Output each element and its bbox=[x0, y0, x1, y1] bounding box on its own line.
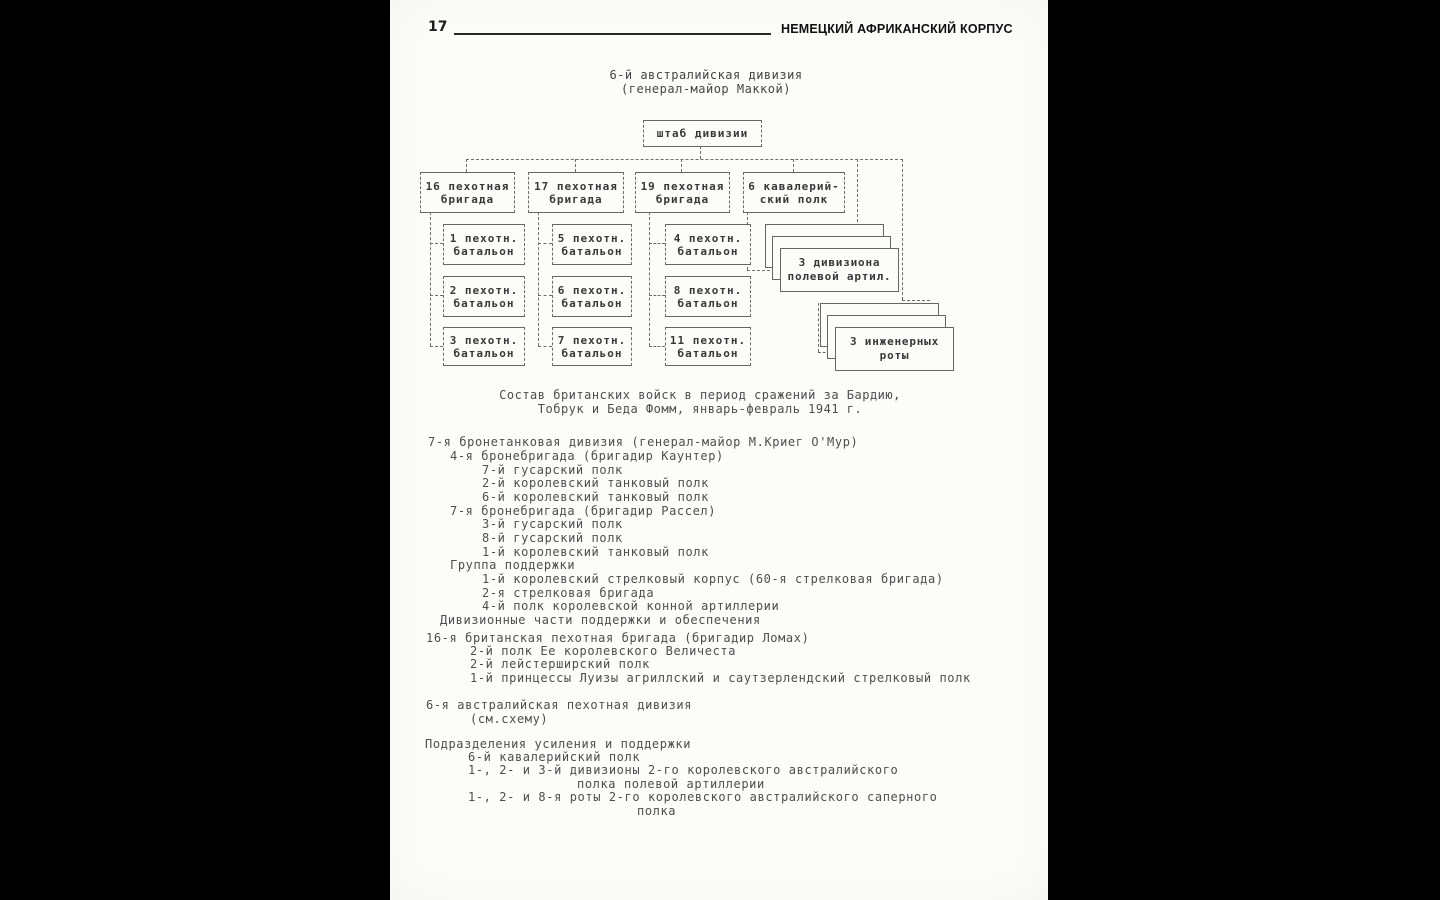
caption-line1: Состав британских войск в период сражений за Бардию, bbox=[499, 388, 901, 402]
roster-line: полка полевой артиллерии bbox=[577, 777, 765, 791]
org-box-field-artillery: 3 дивизиона полевой артил. bbox=[780, 248, 899, 292]
connector-line bbox=[649, 346, 665, 347]
org-box-battalion: 4 пехотн. батальон bbox=[665, 224, 751, 265]
org-box-cavalry-regiment: 6 кавалерий- ский полк bbox=[743, 172, 845, 213]
connector-line bbox=[430, 212, 431, 346]
org-box-brigade-16: 16 пехотная бригада bbox=[420, 172, 515, 213]
connector-line bbox=[649, 212, 650, 346]
org-box-brigade-17: 17 пехотная бригада bbox=[528, 172, 624, 213]
page-number: 17 bbox=[428, 19, 448, 35]
org-box-battalion: 3 пехотн. батальон bbox=[443, 327, 525, 366]
roster-line: 3-й гусарский полк bbox=[482, 517, 623, 531]
book-page bbox=[390, 0, 1048, 900]
connector-line bbox=[902, 159, 903, 300]
roster-line: 4-я бронебригада (бригадир Каунтер) bbox=[450, 449, 724, 463]
roster-line: 2-й лейстерширский полк bbox=[470, 657, 650, 671]
org-box-engineer-companies: 3 инженерных роты bbox=[835, 327, 954, 371]
roster-line: Подразделения усиления и поддержки bbox=[425, 737, 692, 751]
connector-line bbox=[538, 346, 552, 347]
connector-line bbox=[538, 295, 552, 296]
connector-line bbox=[538, 212, 539, 346]
roster-line: 2-й королевский танковый полк bbox=[482, 476, 709, 490]
roster-line: 7-й гусарский полк bbox=[482, 463, 623, 477]
roster-line: 4-й полк королевской конной артиллерии bbox=[482, 599, 780, 613]
org-box-battalion: 11 пехотн. батальон bbox=[665, 327, 751, 366]
connector-line bbox=[902, 300, 930, 301]
roster-line: 7-я бронетанковая дивизия (генерал-майор М.Криег О'Мур) bbox=[428, 435, 859, 449]
roster-line: Группа поддержки bbox=[450, 558, 576, 572]
connector-line bbox=[466, 159, 903, 160]
org-box-battalion: 7 пехотн. батальон bbox=[552, 327, 632, 366]
connector-line bbox=[818, 303, 819, 352]
connector-line bbox=[649, 243, 665, 244]
org-box-battalion: 5 пехотн. батальон bbox=[552, 224, 632, 265]
org-box-battalion: 6 пехотн. батальон bbox=[552, 276, 632, 317]
connector-line bbox=[430, 243, 443, 244]
roster-line: (см.схему) bbox=[470, 712, 549, 726]
roster-line: 6-й кавалерийский полк bbox=[468, 750, 641, 764]
running-title: НЕМЕЦКИЙ АФРИКАНСКИЙ КОРПУС bbox=[781, 22, 1013, 36]
connector-line bbox=[681, 159, 682, 172]
connector-line bbox=[430, 346, 443, 347]
roster-line: 1-, 2- и 3-й дивизионы 2-го королевского австралийского bbox=[468, 763, 899, 777]
connector-line bbox=[538, 243, 552, 244]
caption-line2: Тобрук и Беда Фомм, январь-февраль 1941 г. bbox=[537, 402, 863, 416]
roster-line: 1-й принцессы Луизы агриллский и саутзерлендский стрелковый полк bbox=[470, 671, 971, 685]
roster-line: полка bbox=[637, 804, 677, 818]
roster-line: 1-, 2- и 8-я роты 2-го королевского австралийского саперного bbox=[468, 790, 938, 804]
roster-line: 7-я бронебригада (бригадир Рассел) bbox=[450, 504, 717, 518]
roster-line: 1-й королевский танковый полк bbox=[482, 545, 709, 559]
org-box-brigade-19: 19 пехотная бригада bbox=[635, 172, 730, 213]
roster-line: 6-я австралийская пехотная дивизия bbox=[426, 698, 693, 712]
header-rule bbox=[454, 33, 771, 35]
roster-line: 6-й королевский танковый полк bbox=[482, 490, 709, 504]
roster-line: 1-й королевский стрелковый корпус (60-я стрелковая бригада) bbox=[482, 572, 944, 586]
connector-line bbox=[649, 295, 665, 296]
org-box-battalion: 8 пехотн. батальон bbox=[665, 276, 751, 317]
chart-title-line1: 6-й австралийская дивизия bbox=[609, 68, 803, 82]
connector-line bbox=[575, 159, 576, 172]
connector-line bbox=[700, 146, 701, 159]
connector-line bbox=[793, 159, 794, 172]
roster-line: 2-й полк Ее королевского Величеста bbox=[470, 644, 737, 658]
org-box-division-hq: штаб дивизии bbox=[643, 120, 762, 147]
org-box-battalion: 2 пехотн. батальон bbox=[443, 276, 525, 317]
roster-line: 2-я стрелковая бригада bbox=[482, 586, 655, 600]
connector-line bbox=[466, 159, 467, 172]
roster-line: 8-й гусарский полк bbox=[482, 531, 623, 545]
chart-title-line2: (генерал-майор Маккой) bbox=[621, 82, 791, 96]
org-box-battalion: 1 пехотн. батальон bbox=[443, 224, 525, 265]
roster-line: 16-я британская пехотная бригада (бригадир Ломах) bbox=[426, 631, 810, 645]
roster-line: Дивизионные части поддержки и обеспечения bbox=[440, 613, 761, 627]
connector-line bbox=[430, 295, 443, 296]
